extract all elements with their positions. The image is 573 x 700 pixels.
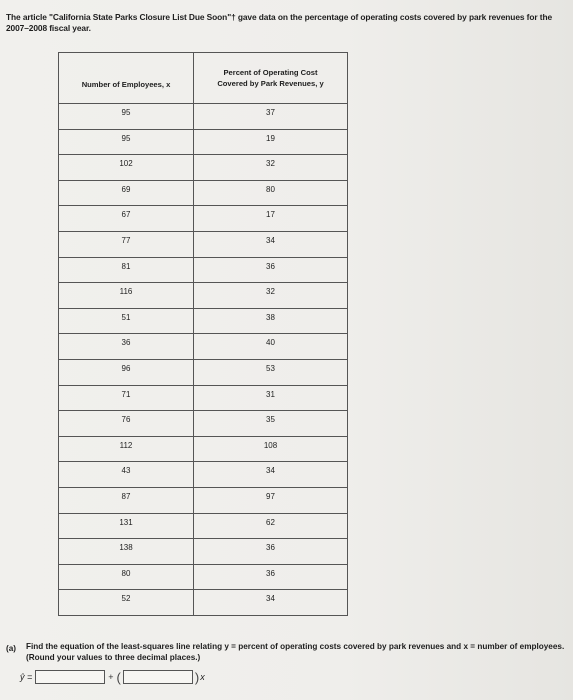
cell-percent-cost: 34 xyxy=(194,462,348,488)
cell-percent-cost: 40 xyxy=(194,334,348,360)
table-row xyxy=(59,206,348,232)
cell-employees: 51 xyxy=(59,308,194,334)
table-row xyxy=(59,231,348,257)
cell-percent-cost: 35 xyxy=(194,411,348,437)
table-row xyxy=(59,487,348,513)
cell-employees: 87 xyxy=(59,487,194,513)
cell-percent-cost: 19 xyxy=(194,129,348,155)
table-body xyxy=(59,104,348,616)
part-a-label: (a) xyxy=(6,644,17,653)
cell-percent-cost: 97 xyxy=(194,487,348,513)
cell-percent-cost: 80 xyxy=(194,180,348,206)
cell-employees: 76 xyxy=(59,411,194,437)
intercept-input[interactable] xyxy=(35,670,105,684)
cell-percent-cost: 53 xyxy=(194,359,348,385)
table-row xyxy=(59,308,348,334)
cell-percent-cost: 31 xyxy=(194,385,348,411)
table-row xyxy=(59,462,348,488)
cell-percent-cost: 17 xyxy=(194,206,348,232)
plus-sign: + xyxy=(108,672,114,682)
cell-percent-cost: 38 xyxy=(194,308,348,334)
cell-employees: 80 xyxy=(59,564,194,590)
cell-employees: 71 xyxy=(59,385,194,411)
cell-employees: 52 xyxy=(59,590,194,616)
cell-employees: 116 xyxy=(59,283,194,309)
cell-employees: 95 xyxy=(59,129,194,155)
slope-input[interactable] xyxy=(123,670,193,684)
table-row xyxy=(59,513,348,539)
cell-employees: 69 xyxy=(59,180,194,206)
part-a-question: Find the equation of the least-squares line relating y = percent of operating costs covered by park revenues and x = number of employees. (Round your values to three decimal places.) xyxy=(26,642,565,662)
close-paren: ) xyxy=(194,669,200,685)
table-row xyxy=(59,155,348,181)
cell-percent-cost: 34 xyxy=(194,231,348,257)
cell-percent-cost: 32 xyxy=(194,155,348,181)
cell-percent-cost: 32 xyxy=(194,283,348,309)
table-row xyxy=(59,411,348,437)
table-row xyxy=(59,283,348,309)
cell-percent-cost: 34 xyxy=(194,590,348,616)
table-row xyxy=(59,257,348,283)
cell-percent-cost: 36 xyxy=(194,564,348,590)
cell-employees: 77 xyxy=(59,231,194,257)
cell-employees: 138 xyxy=(59,539,194,565)
table-row xyxy=(59,104,348,130)
data-table xyxy=(58,52,348,616)
header-employees: Number of Employees, x xyxy=(59,53,194,104)
cell-employees: 112 xyxy=(59,436,194,462)
answer-row xyxy=(20,670,205,684)
cell-percent-cost: 36 xyxy=(194,257,348,283)
table-row xyxy=(59,359,348,385)
cell-percent-cost: 108 xyxy=(194,436,348,462)
table-row xyxy=(59,564,348,590)
cell-percent-cost: 36 xyxy=(194,539,348,565)
header-percent-cost: Percent of Operating Cost Covered by Park Revenues, y xyxy=(194,53,348,104)
cell-employees: 102 xyxy=(59,155,194,181)
cell-employees: 43 xyxy=(59,462,194,488)
problem-intro: The article "California State Parks Closure List Due Soon"† gave data on the percentage of operating costs covered by park revenues for the 2007–2008 fiscal year. xyxy=(6,12,553,33)
table-row xyxy=(59,180,348,206)
cell-employees: 95 xyxy=(59,104,194,130)
table-row xyxy=(59,129,348,155)
table-row xyxy=(59,539,348,565)
table-header-row xyxy=(59,53,348,104)
open-paren: ( xyxy=(116,669,121,685)
table-row xyxy=(59,590,348,616)
cell-employees: 36 xyxy=(59,334,194,360)
x-variable: x xyxy=(200,672,205,682)
table-row xyxy=(59,385,348,411)
cell-percent-cost: 37 xyxy=(194,104,348,130)
yhat-label: ŷ = xyxy=(20,672,33,682)
cell-percent-cost: 62 xyxy=(194,513,348,539)
table-row xyxy=(59,334,348,360)
table-row xyxy=(59,436,348,462)
cell-employees: 96 xyxy=(59,359,194,385)
cell-employees: 81 xyxy=(59,257,194,283)
cell-employees: 67 xyxy=(59,206,194,232)
cell-employees: 131 xyxy=(59,513,194,539)
